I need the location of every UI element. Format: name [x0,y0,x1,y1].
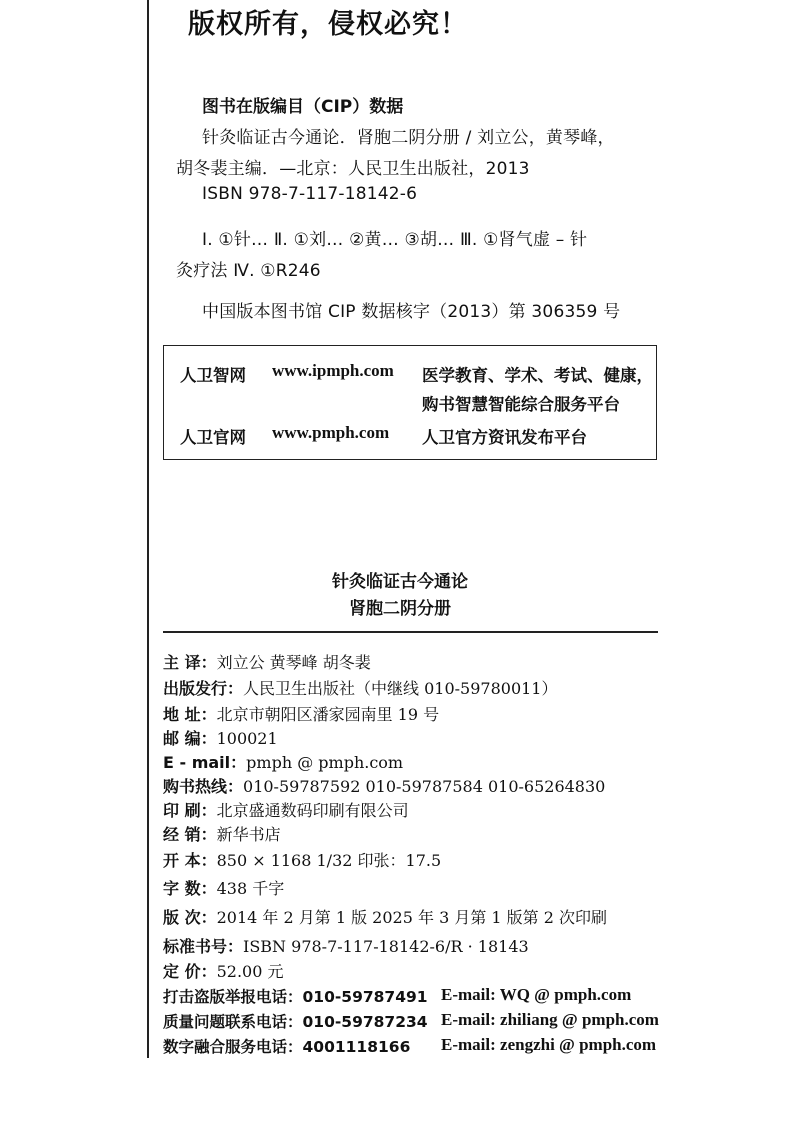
info-row: 定 价：52.00 元 [163,962,284,981]
contact-row: 打击盗版举报电话：010-59787491 E-mail: WQ @ pmph.com [163,985,632,1006]
cip-isbn: ISBN 978-7-117-18142-6 [202,184,418,204]
info-row: 经 销：新华书店 [163,825,281,844]
contact-email[interactable]: E-mail: WQ @ pmph.com [441,985,632,1004]
book-subtitle: 肾胞二阴分册 [349,599,451,619]
contact-email[interactable]: E-mail: zhiliang @ pmph.com [441,1010,659,1029]
website-box [163,345,657,460]
copyright-notice: 版权所有，侵权必究！ [188,9,468,40]
divider [163,631,658,633]
contact-row: 质量问题联系电话：010-59787234 E-mail: zhiliang @ pmph.com [163,1010,659,1031]
left-margin-rule [147,0,149,1058]
info-row: 出版发行：人民卫生出版社（中继线 010-59780011） [163,679,558,698]
cip-line-1: 针灸临证古今通论．肾胞二阴分册 / 刘立公，黄琴峰， [202,128,615,148]
website-desc: 医学教育、学术、考试、健康， [422,366,653,385]
info-row: 印 刷：北京盛通数码印刷有限公司 [163,801,409,820]
cip-record-number: 中国版本图书馆 CIP 数据核字（2013）第 306359 号 [202,302,621,322]
cip-class-line-2: 灸疗法 Ⅳ. ①R246 [176,261,321,281]
info-row: E - mail：pmph @ pmph.com [163,753,404,772]
website-url[interactable]: www.pmph.com [272,423,390,442]
info-row: 购书热线：010-59787592 010-59787584 010-65264830 [163,777,606,796]
info-row: 开 本：850 × 1168 1/32 印张：17.5 [163,851,442,870]
cip-title: 图书在版编目（CIP）数据 [202,97,404,117]
cip-line-2: 胡冬裴主编．—北京：人民卫生出版社，2013 [176,159,530,179]
info-row: 标准书号：ISBN 978-7-117-18142-6/R · 18143 [163,937,529,956]
info-row: 字 数：438 千字 [163,879,285,898]
cip-class-line-1: Ⅰ. ①针… Ⅱ. ①刘… ②黄… ③胡… Ⅲ. ①肾气虚 – 针 [202,230,588,250]
book-title: 针灸临证古今通论 [332,572,468,592]
website-desc: 购书智慧智能综合服务平台 [422,395,620,414]
website-name: 人卫智网 [180,366,246,385]
website-url[interactable]: www.ipmph.com [272,361,394,380]
info-row: 主 译：刘立公 黄琴峰 胡冬裴 [163,653,371,672]
contact-row: 数字融合服务电话：4001118166 E-mail: zengzhi @ pmph.com [163,1035,657,1056]
info-row: 版 次：2014 年 2 月第 1 版 2025 年 3 月第 1 版第 2 次印刷 [163,908,608,927]
contact-email[interactable]: E-mail: zengzhi @ pmph.com [441,1035,657,1054]
website-name: 人卫官网 [180,428,246,447]
website-desc: 人卫官方资讯发布平台 [422,428,587,447]
info-row: 邮 编：100021 [163,729,278,748]
info-row: 地 址：北京市朝阳区潘家园南里 19 号 [163,705,440,724]
